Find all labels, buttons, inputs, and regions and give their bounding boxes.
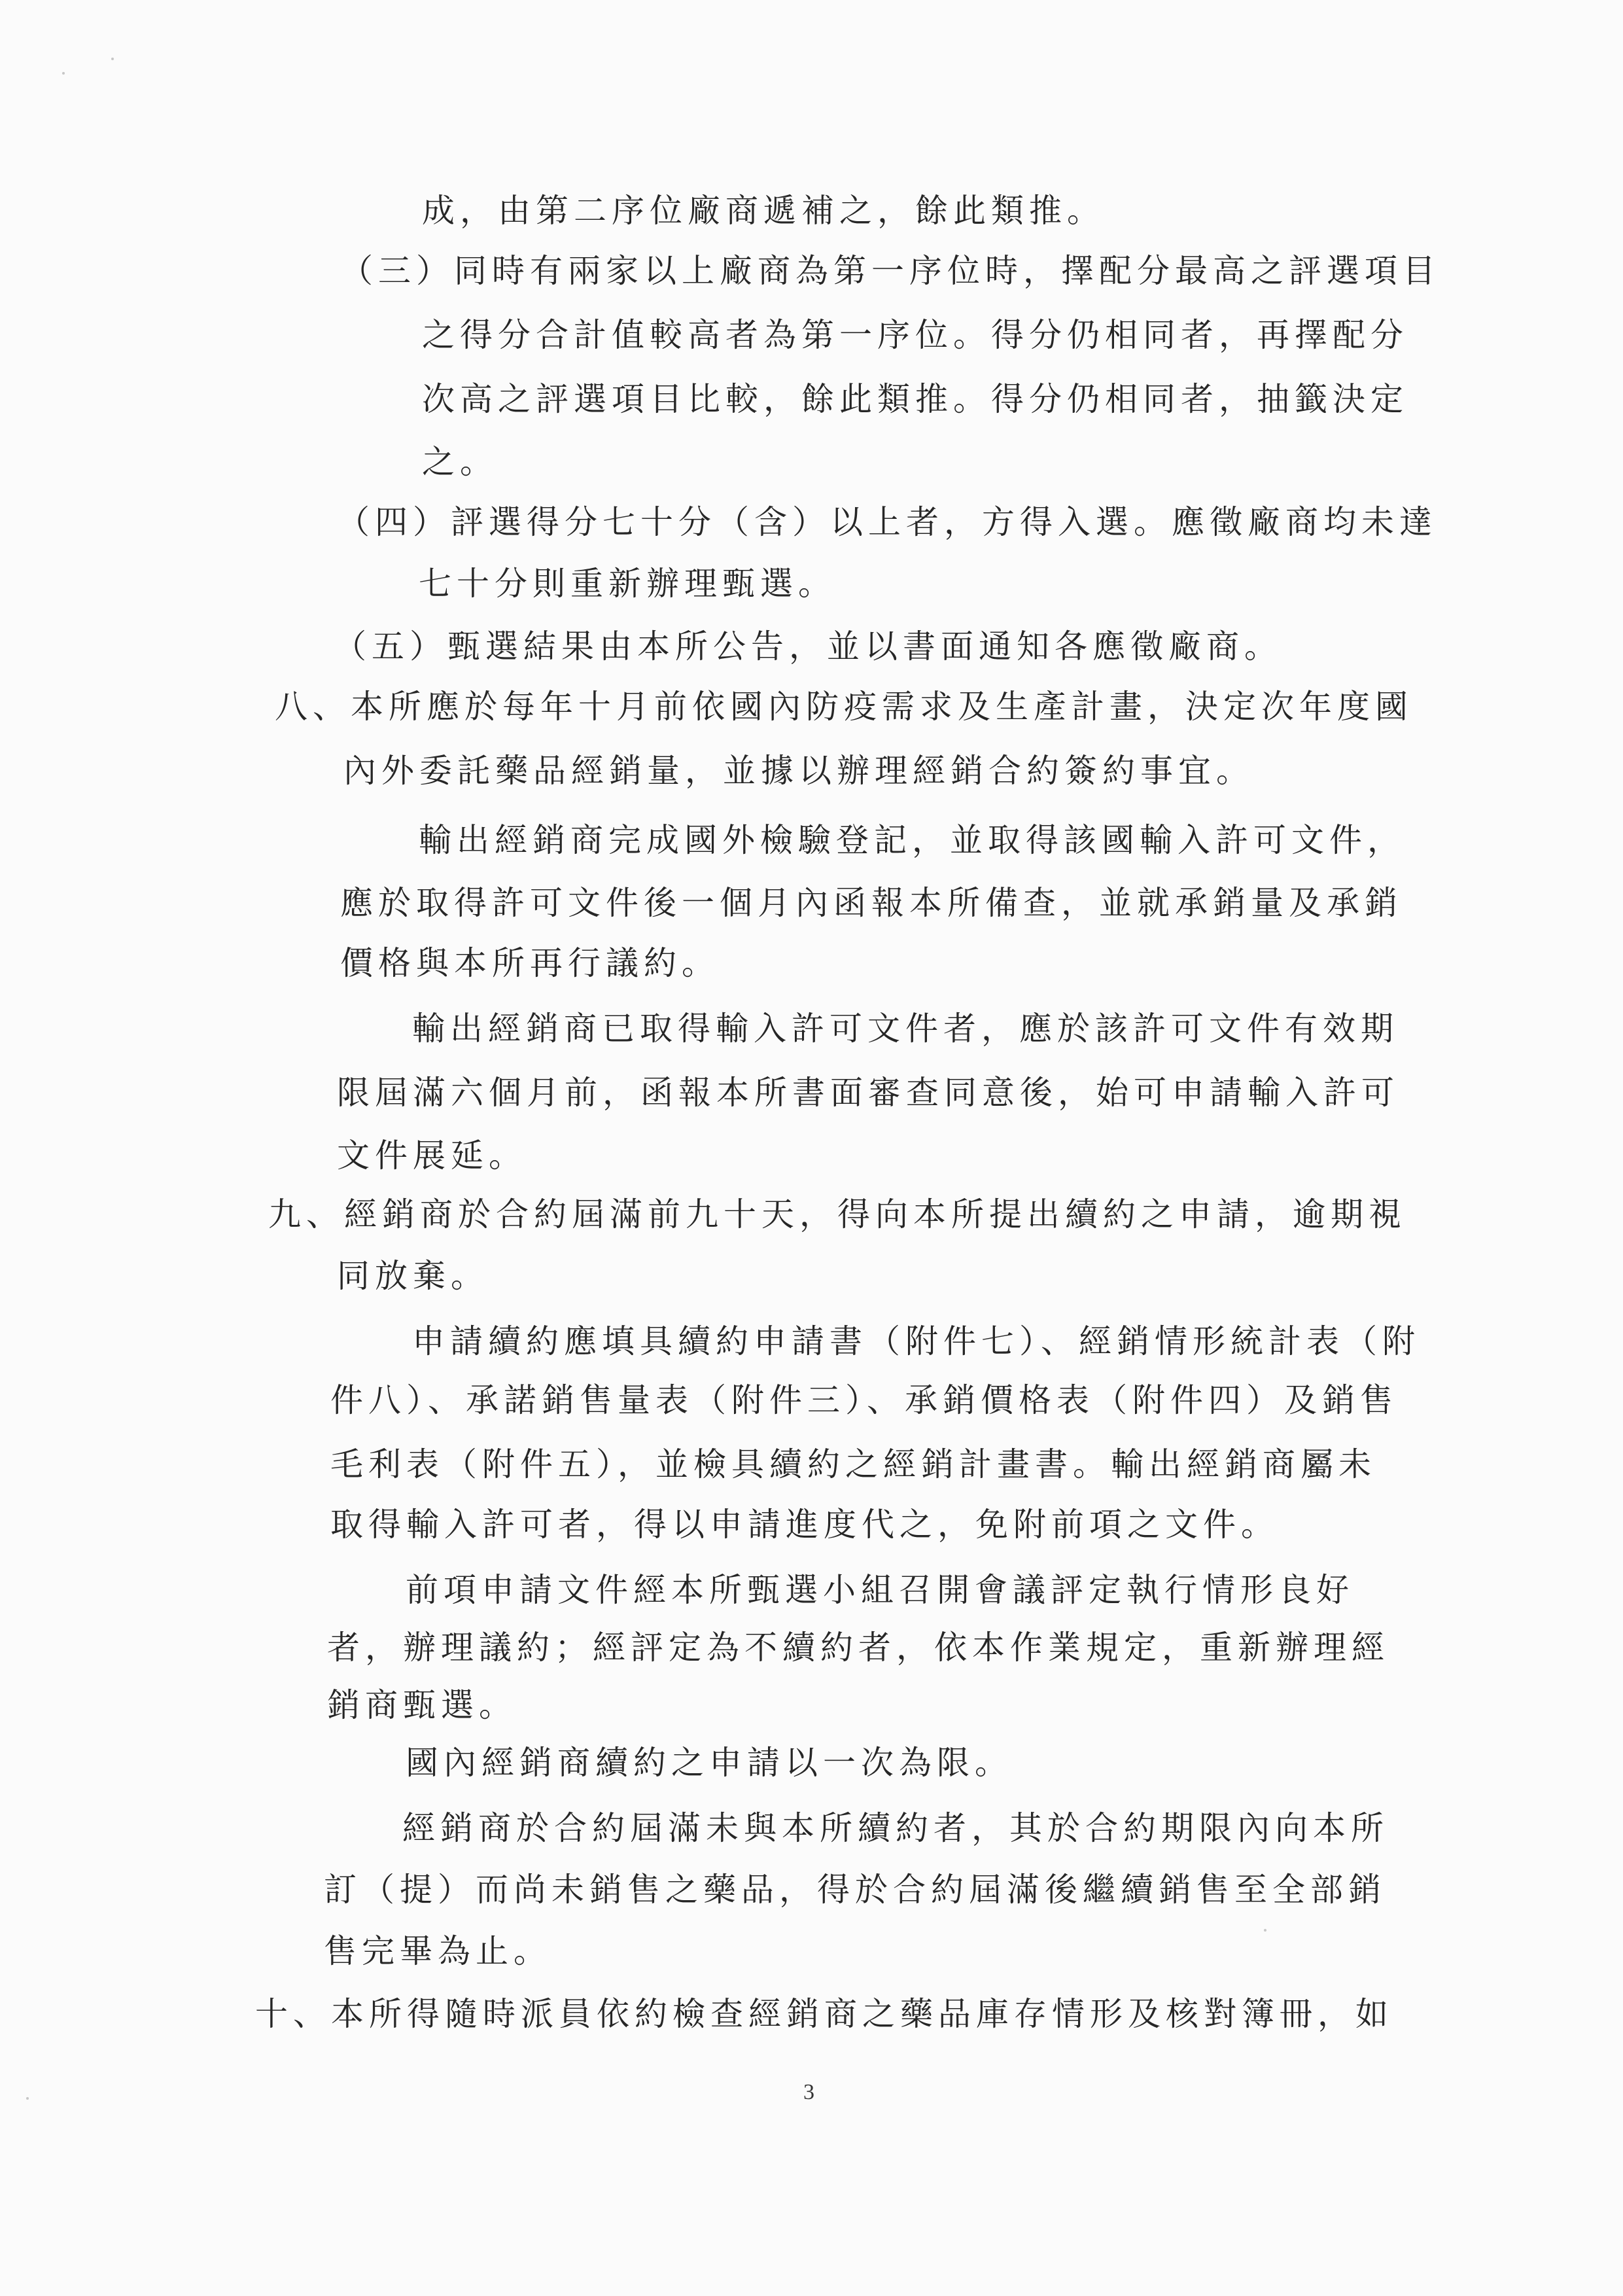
text-line: 文件展延。 [337, 1137, 527, 1174]
text-line: 之。 [422, 443, 498, 481]
scan-speck [26, 2097, 29, 2100]
text-line: 同放棄。 [337, 1257, 489, 1295]
text-line: （五）甄選結果由本所公告，並以書面通知各應徵廠商。 [334, 627, 1282, 665]
text-line: 國內經銷商續約之申請以一次為限。 [406, 1744, 1013, 1782]
text-line: 次高之評選項目比較，餘此類推。得分仍相同者，抽籤決定 [422, 380, 1408, 418]
text-line: 輸出經銷商已取得輸入許可文件者，應於該許可文件有效期 [412, 1010, 1399, 1048]
text-line: 八、本所應於每年十月前依國內防疫需求及生產計畫，決定次年度國 [275, 688, 1413, 726]
text-line: 件八）、承諾銷售量表（附件三）、承銷價格表（附件四）及銷售 [330, 1381, 1398, 1419]
page-number: 3 [803, 2080, 814, 2104]
text-line: 經銷商於合約屆滿未與本所續約者，其於合約期限內向本所 [402, 1809, 1389, 1847]
text-line: 前項申請文件經本所甄選小組召開會議評定執行情形良好 [406, 1571, 1354, 1609]
text-line: 銷商甄選。 [327, 1686, 517, 1724]
text-line: 申請續約應填具續約申請書（附件七）、經銷情形統計表（附 [412, 1322, 1420, 1360]
text-line: 成，由第二序位廠商遞補之，餘此類推。 [422, 192, 1105, 230]
scan-speck [62, 72, 65, 75]
text-line: （三）同時有兩家以上廠商為第一序位時，擇配分最高之評選項目 [340, 252, 1440, 290]
text-line: （四）評選得分七十分（含）以上者，方得入選。應徵廠商均未達 [337, 503, 1437, 541]
text-line: 十、本所得隨時派員依約檢查經銷商之藥品庫存情形及核對簿冊，如 [255, 1995, 1393, 2033]
text-line: 者，辦理議約；經評定為不續約者，依本作業規定，重新辦理經 [327, 1629, 1389, 1667]
text-line: 九、經銷商於合約屆滿前九十天，得向本所提出續約之申請，逾期視 [268, 1195, 1406, 1233]
text-line: 七十分則重新辦理甄選。 [419, 565, 836, 603]
scan-speck [111, 58, 114, 60]
text-line: 內外委託藥品經銷量，並據以辦理經銷合約簽約事宜。 [343, 752, 1254, 790]
text-line: 取得輸入許可者，得以申請進度代之，免附前項之文件。 [330, 1506, 1279, 1544]
text-line: 售完畢為止。 [324, 1932, 551, 1970]
scan-speck [1264, 1929, 1266, 1932]
text-line: 應於取得許可文件後一個月內函報本所備查，並就承銷量及承銷 [340, 884, 1403, 922]
text-line: 限屆滿六個月前，函報本所書面審查同意後，始可申請輸入許可 [337, 1074, 1399, 1112]
text-line: 之得分合計值較高者為第一序位。得分仍相同者，再擇配分 [422, 316, 1408, 354]
text-line: 輸出經銷商完成國外檢驗登記，並取得該國輸入許可文件， [419, 821, 1405, 859]
text-line: 毛利表（附件五），並檢具續約之經銷計畫書。輸出經銷商屬未 [330, 1445, 1376, 1483]
text-line: 價格與本所再行議約。 [340, 944, 720, 982]
text-line: 訂（提）而尚未銷售之藥品，得於合約屆滿後繼續銷售至全部銷 [324, 1871, 1386, 1909]
